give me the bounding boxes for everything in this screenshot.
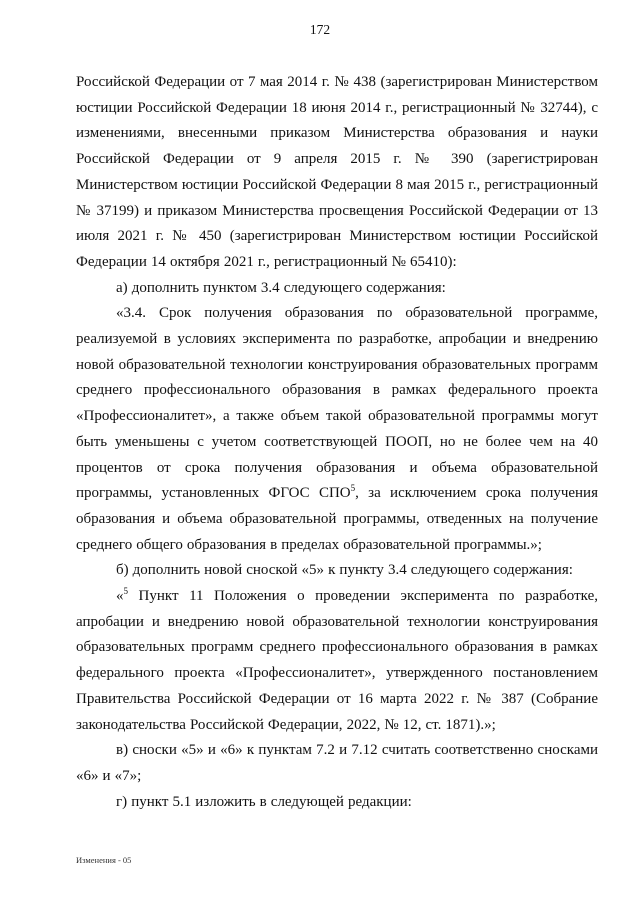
item-a-paragraph: а) дополнить пунктом 3.4 следующего содержания: [116, 279, 446, 296]
page-number: 172 [309, 22, 331, 37]
footnote-5-paragraph [76, 584, 598, 738]
item-g-paragraph: г) пункт 5.1 изложить в следующей редакции: [116, 793, 412, 810]
footnote-ref-5: 5 [350, 483, 356, 494]
document-body [76, 70, 598, 815]
item-3-4-text-end: , за исключением срока получения образования и объема образовательной программы, отведенных на получение среднего общего образования в пределах образовательной программы.»; [76, 485, 598, 553]
footnote-open-quote: « [116, 588, 124, 605]
footer-label: Изменения - 05 [76, 855, 132, 865]
item-v-paragraph: в) сноски «5» и «6» к пунктам 7.2 и 7.12 считать соответственно сносками «6» и «7»; [76, 742, 598, 784]
item-3-4-paragraph [76, 301, 598, 558]
footnote-marker-5: 5 [123, 586, 128, 597]
footnote-5-text: Пункт 11 Положения о проведении эксперимента по разработке, апробации и внедрению новой образовательной технологии конструирования образовательных программ среднего профессионального образования в рамках федерального проекта «Профессионалитет», утвержденного постановлением Правительства Российской Федерации от 16 марта 2022 г. № 387 (Собрание законодательства Российской Федерации, 2022, № 12, ст. 1871).»; [76, 588, 598, 733]
item-b-paragraph: б) дополнить новой сноской «5» к пункту 3.4 следующего содержания: [116, 562, 573, 579]
item-3-4-text: «3.4. Срок получения образования по образовательной программе, реализуемой в условиях эксперимента по разработке, апробации и внедрению новой образовательной технологии конструирования образовательных программ среднего профессионального образования в рамках федерального проекта «Профессионалитет», а также объем такой образовательной программы могут быть уменьшены с учетом соответствующей ПООП, но не более чем на 40 процентов от срока получения образования и объема образовательной программы, установленных ФГОС СПО [76, 305, 598, 502]
intro-paragraph: Российской Федерации от 7 мая 2014 г. № 438 (зарегистрирован Министерством юстиции Российской Федерации 18 июня 2014 г., регистрационный № 32744), с изменениями, внесенными приказом Министерства образования и науки Российской Федерации от 9 апреля 2015 г. № 390 (зарегистрирован Министерством юстиции Российской Федерации 8 мая 2015 г., регистрационный № 37199) и приказом Министерства просвещения Российской Федерации от 13 июля 2021 г. № 450 (зарегистрирован Министерством юстиции Российской Федерации 14 октября 2021 г., регистрационный № 65410): [76, 74, 598, 270]
